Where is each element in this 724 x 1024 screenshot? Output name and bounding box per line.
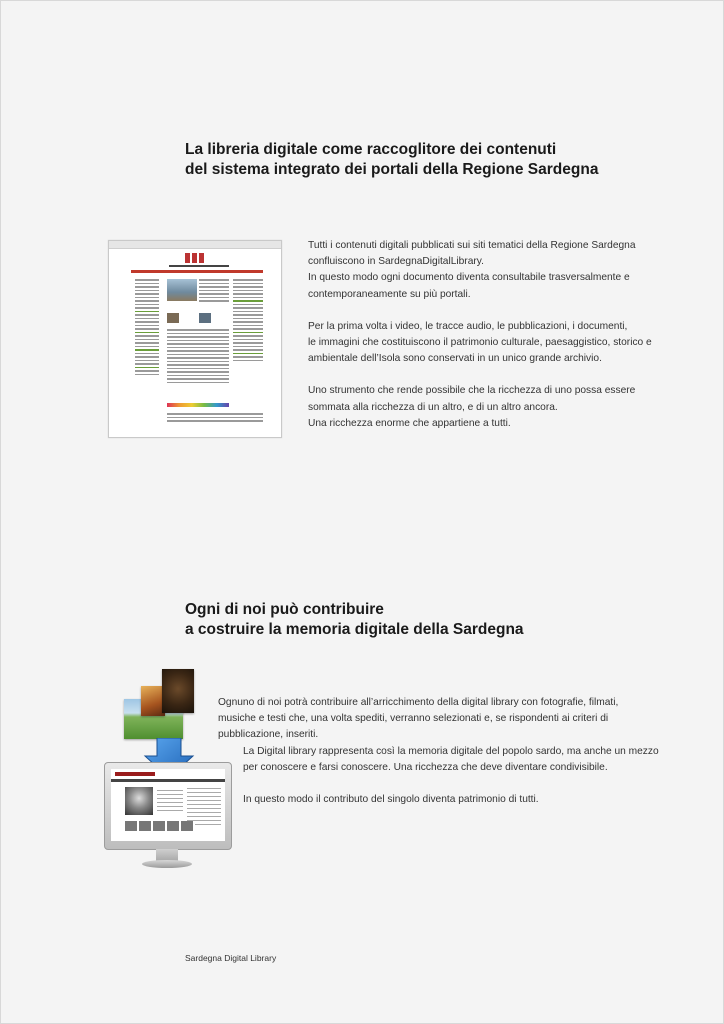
text-line: confluiscono in SardegnaDigitalLibrary.	[308, 256, 484, 268]
section1-heading-line: La libreria digitale come raccoglitore dei contenuti	[185, 141, 557, 158]
text-line: Ognuno di noi potrà contribuire all’arricchimento della digital library con fotografie, filmati,	[218, 697, 619, 708]
text-line: In questo modo ogni documento diventa consultabile trasversalmente e	[308, 272, 630, 284]
section2-body	[218, 695, 688, 808]
text-line: Uno strumento che rende possibile che la ricchezza di uno possa essere	[308, 385, 636, 397]
text-line: pubblicazione, inseriti.	[218, 729, 319, 741]
website-screenshot-thumbnail	[108, 240, 282, 438]
section1-paragraph	[308, 383, 653, 432]
section2-heading-line: Ogni di noi può contribuire	[185, 601, 384, 618]
section1-heading	[185, 140, 598, 180]
section2-heading	[185, 600, 524, 640]
text-line: In questo modo il contributo del singolo diventa patrimonio di tutti.	[243, 794, 539, 806]
text-line: sommata alla ricchezza di un altro, e di un altro ancora.	[308, 401, 558, 413]
text-line: Tutti i contenuti digitali pubblicati sui siti tematici della Regione Sardegna	[308, 240, 636, 251]
mask-photo	[162, 669, 194, 713]
text-line: ambientale dell’Isola sono conservati in un unico grande archivio.	[308, 353, 602, 365]
section1-heading-line: del sistema integrato dei portali della Regione Sardegna	[185, 161, 599, 178]
text-line: musiche e testi che, una volta spediti, verranno selezionati e, se rispondenti ai criteri di	[218, 713, 609, 725]
regione-logo-icon	[185, 253, 205, 263]
text-line: Una ricchezza enorme che appartiene a tutti.	[308, 417, 511, 429]
section1-body	[308, 238, 653, 448]
text-line: le immagini che costituiscono il patrimonio culturale, paesaggistico, storico e	[308, 337, 652, 349]
section2-heading-line: a costruire la memoria digitale della Sardegna	[185, 621, 524, 638]
text-line: contemporaneamente su più portali.	[308, 288, 471, 300]
section1-paragraph	[308, 319, 653, 368]
text-line: La Digital library rappresenta così la memoria digitale del popolo sardo, ma anche un mezzo	[243, 745, 659, 757]
footer-label: Sardegna Digital Library	[185, 953, 277, 963]
monitor-icon	[104, 762, 232, 874]
section1-paragraph	[308, 238, 653, 303]
text-line: Per la prima volta i video, le tracce audio, le pubblicazioni, i documenti,	[308, 320, 628, 332]
text-line: per conoscere e farsi conoscere. Una ricchezza che deve diventare condivisibile.	[243, 761, 608, 773]
